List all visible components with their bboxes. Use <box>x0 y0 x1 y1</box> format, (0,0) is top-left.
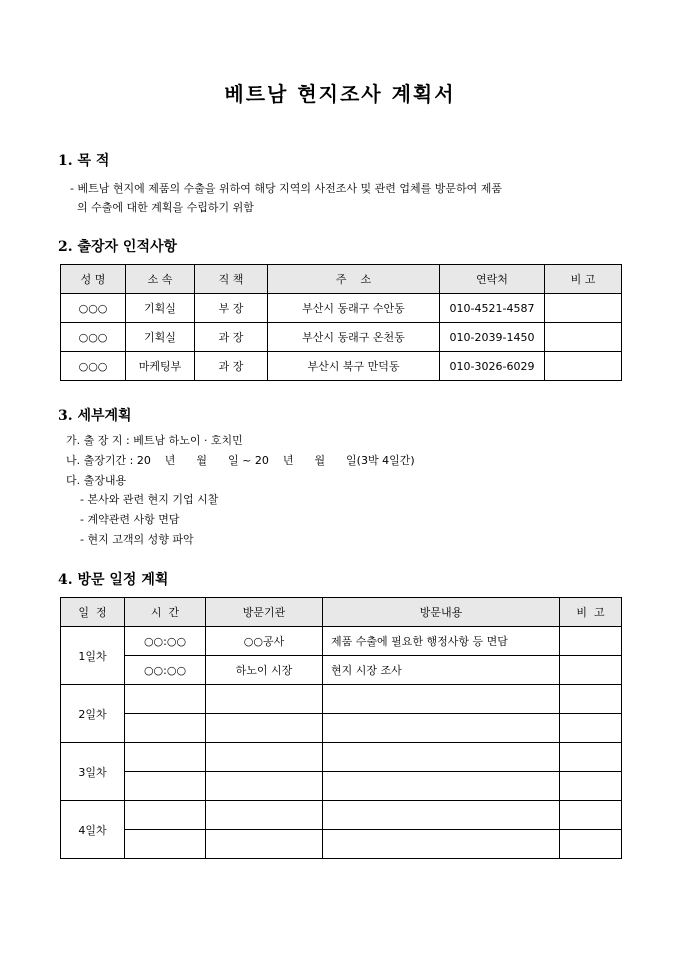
visit-content <box>323 772 560 801</box>
day-label: 2일차 <box>61 685 125 743</box>
visit-content: 현지 시장 조사 <box>323 656 560 685</box>
traveler-remarks <box>545 323 622 352</box>
traveler-position: 과 장 <box>195 352 268 381</box>
visit-remarks <box>560 743 622 772</box>
visit-remarks <box>560 627 622 656</box>
traveler-address: 부산시 동래구 온천동 <box>268 323 440 352</box>
traveler-contact: 010-4521-4587 <box>440 294 545 323</box>
plan-content-item: - 현지 고객의 성향 파악 <box>80 533 194 546</box>
traveler-name: ○○○ <box>61 294 126 323</box>
traveler-contact: 010-3026-6029 <box>440 352 545 381</box>
visit-remarks <box>560 801 622 830</box>
table-row <box>61 801 622 830</box>
traveler-department: 기획실 <box>126 323 195 352</box>
plan-content-label: 다. 출장내용 <box>66 474 127 487</box>
traveler-remarks <box>545 352 622 381</box>
header-contact: 연락처 <box>440 265 545 294</box>
visit-time <box>125 830 206 859</box>
visit-content <box>323 743 560 772</box>
document-title: 베트남 현지조사 계획서 <box>224 82 456 106</box>
traveler-table <box>60 264 622 381</box>
table-row <box>61 352 622 381</box>
table-row <box>61 656 622 685</box>
table-row <box>61 830 622 859</box>
visit-content <box>323 801 560 830</box>
header-address: 주 소 <box>268 265 440 294</box>
visit-remarks <box>560 685 622 714</box>
section-traveler-heading: 2. 출장자 인적사항 <box>58 239 178 255</box>
section-purpose-heading: 1. 목 적 <box>58 153 110 169</box>
traveler-address: 부산시 북구 만덕동 <box>268 352 440 381</box>
table-row <box>61 627 622 656</box>
header-visit-content: 방문내용 <box>323 598 560 627</box>
day-label: 3일차 <box>61 743 125 801</box>
header-remarks: 비 고 <box>545 265 622 294</box>
visit-time: ○○:○○ <box>125 656 206 685</box>
visit-content <box>323 830 560 859</box>
purpose-text-line-1: - 베트남 현지에 제품의 수출을 위하여 해당 지역의 사전조사 및 관련 업체를 방문하여 제품 <box>70 182 502 195</box>
plan-content-item: - 본사와 관련 현지 기업 시찰 <box>80 493 219 506</box>
visit-time <box>125 743 206 772</box>
visit-time <box>125 685 206 714</box>
traveler-name: ○○○ <box>61 323 126 352</box>
schedule-header-row <box>61 598 622 627</box>
table-row <box>61 714 622 743</box>
visit-remarks <box>560 772 622 801</box>
header-remarks: 비 고 <box>560 598 622 627</box>
header-day: 일 정 <box>61 598 125 627</box>
table-row <box>61 772 622 801</box>
visit-remarks <box>560 714 622 743</box>
traveler-remarks <box>545 294 622 323</box>
visit-time <box>125 772 206 801</box>
section-schedule-heading: 4. 방문 일정 계획 <box>58 572 169 588</box>
traveler-contact: 010-2039-1450 <box>440 323 545 352</box>
day-label: 4일차 <box>61 801 125 859</box>
visit-organization <box>206 801 323 830</box>
visit-remarks <box>560 656 622 685</box>
traveler-department: 마케팅부 <box>126 352 195 381</box>
visit-time: ○○:○○ <box>125 627 206 656</box>
visit-content: 제품 수출에 필요한 행정사항 등 면담 <box>323 627 560 656</box>
header-organization: 방문기관 <box>206 598 323 627</box>
visit-organization: 하노이 시장 <box>206 656 323 685</box>
traveler-department: 기획실 <box>126 294 195 323</box>
visit-organization: ○○공사 <box>206 627 323 656</box>
header-name: 성 명 <box>61 265 126 294</box>
purpose-text-line-2: 의 수출에 대한 계획을 수립하기 위함 <box>70 201 254 214</box>
visit-organization <box>206 685 323 714</box>
schedule-table <box>60 597 622 859</box>
table-row <box>61 685 622 714</box>
visit-organization <box>206 830 323 859</box>
header-position: 직 책 <box>195 265 268 294</box>
traveler-name: ○○○ <box>61 352 126 381</box>
header-time: 시 간 <box>125 598 206 627</box>
visit-time <box>125 801 206 830</box>
section-detail-plan-heading: 3. 세부계획 <box>58 408 132 424</box>
visit-organization <box>206 714 323 743</box>
table-row <box>61 294 622 323</box>
visit-remarks <box>560 830 622 859</box>
header-department: 소 속 <box>126 265 195 294</box>
plan-destination: 가. 출 장 지 : 베트남 하노이 · 호치민 <box>66 434 243 447</box>
table-row <box>61 743 622 772</box>
visit-content <box>323 685 560 714</box>
traveler-position: 과 장 <box>195 323 268 352</box>
visit-content <box>323 714 560 743</box>
traveler-position: 부 장 <box>195 294 268 323</box>
table-row <box>61 323 622 352</box>
plan-content-item: - 계약관련 사항 면담 <box>80 513 180 526</box>
visit-organization <box>206 772 323 801</box>
visit-organization <box>206 743 323 772</box>
traveler-address: 부산시 동래구 수안동 <box>268 294 440 323</box>
day-label: 1일차 <box>61 627 125 685</box>
plan-period: 나. 출장기간 : 20 년 월 일 ~ 20 년 월 일(3박 4일간) <box>66 454 415 467</box>
visit-time <box>125 714 206 743</box>
traveler-header-row <box>61 265 622 294</box>
